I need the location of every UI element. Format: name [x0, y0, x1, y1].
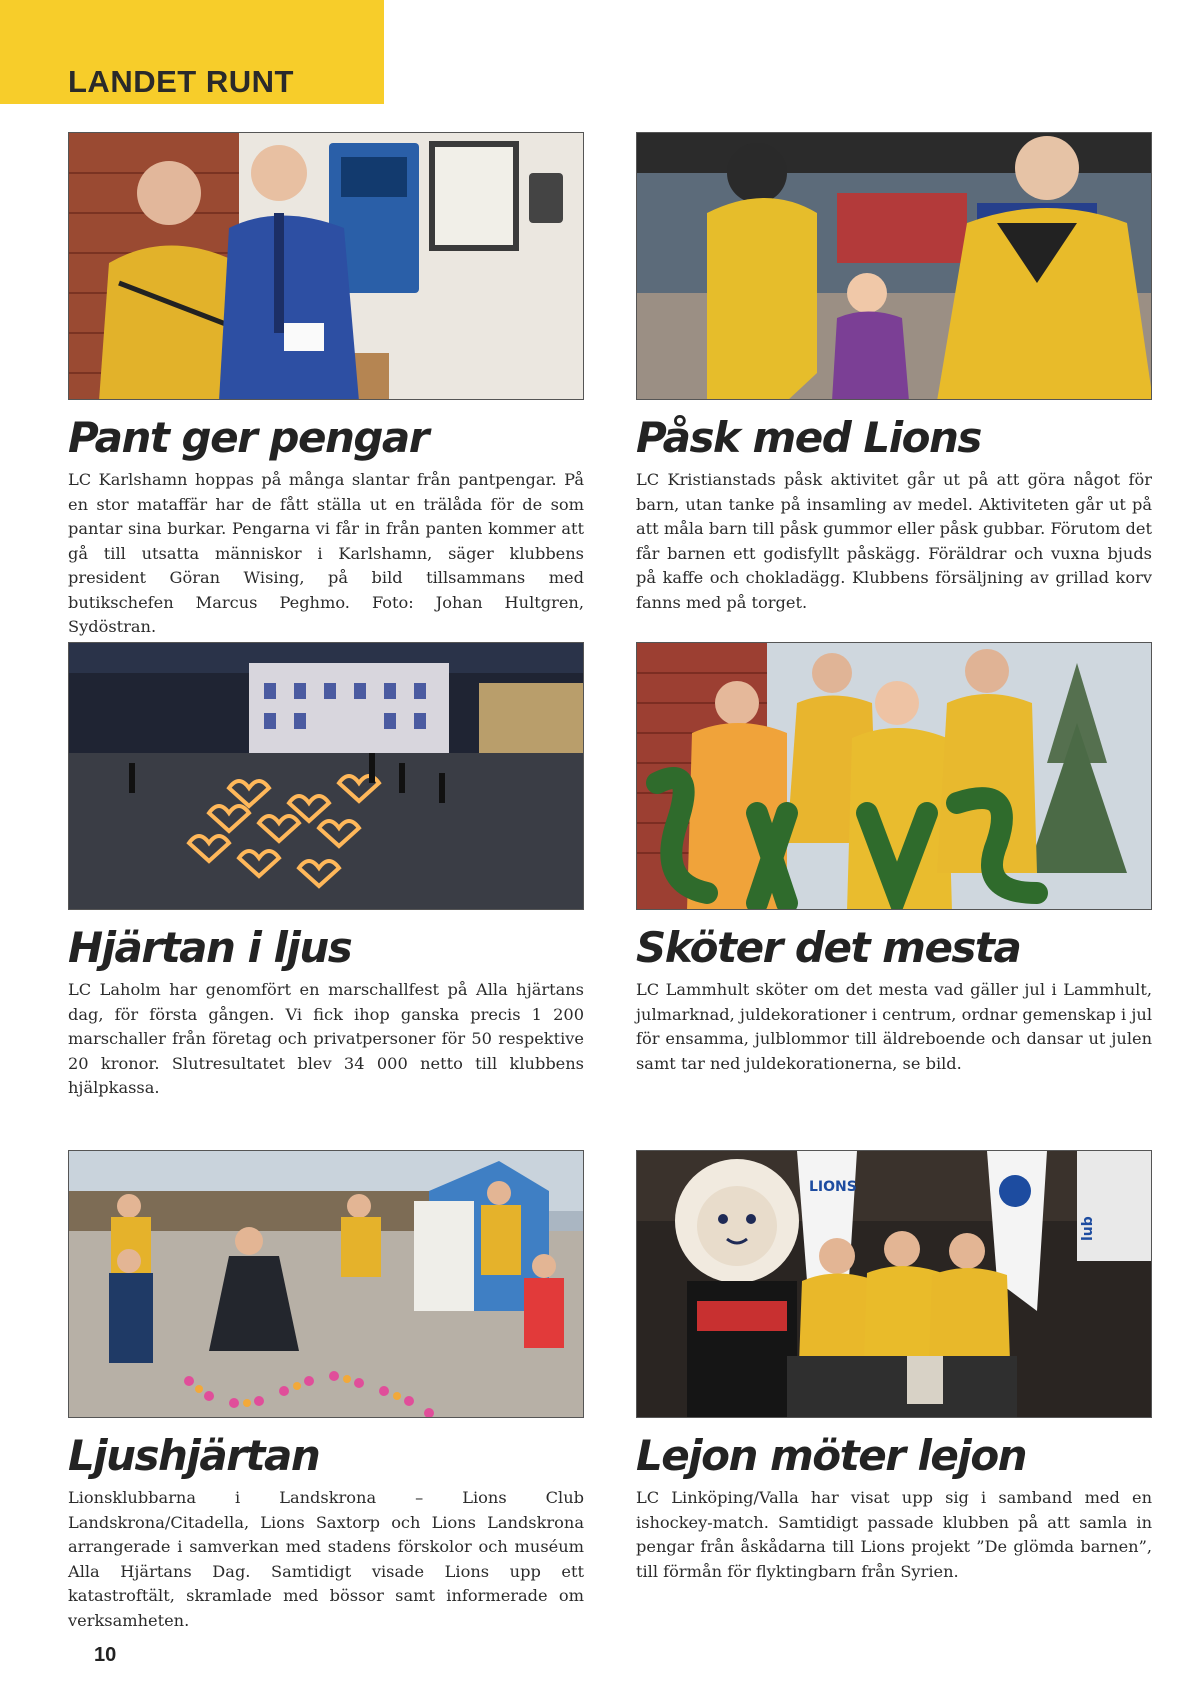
article-body: LC Karlshamn hoppas på många slantar från pantpengar. På en stor mataffär har de fått ställa ut en trälåda för de som pantar sina burkar. Pengarna vi får in från panten kommer att gå till utsatta människor i Karlshamn, säger klubbens president Göran Wising, på bild tillsammans med butikschefen Marcus Peghmo. Foto: Johan Hultgren, Sydöstran.: [68, 470, 584, 636]
article-title: Lejon möter lejon: [636, 1431, 1027, 1480]
photo-ljushjartan: [68, 1150, 584, 1418]
article-body: Lionsklubbarna i Landskrona – Lions Club Landskrona/Citadella, Lions Saxtorp och Lions Landskrona arrangerade i samverkan med stadens förskolor och muséum Alla Hjärtans Dag. Samtidigt visade Lions upp ett katastroftält, skramlade med bössor samt informerade om verksamheten.: [68, 1488, 584, 1630]
photo-skoter-det-mesta: [636, 642, 1152, 910]
article-title: Ljushjärtan: [68, 1431, 320, 1480]
article-body: LC Linköping/Valla har visat upp sig i samband med en ishockey-match. Samtidigt passade klubben på att samla in pengar från åskådarna till Lions projekt ”De glömda barnen”, till förmån för flyktingbarn från Syrien.: [636, 1488, 1152, 1581]
photo-pask-med-lions: [636, 132, 1152, 400]
section-header: [0, 0, 384, 104]
photo-hjartan-i-ljus: [68, 642, 584, 910]
article-ljushjartan: [68, 1150, 584, 1633]
article-hjartan-i-ljus: [68, 642, 584, 1101]
article-title: Hjärtan i ljus: [68, 923, 352, 972]
article-title: Sköter det mesta: [636, 923, 1021, 972]
section-title: LANDET RUNT: [68, 64, 294, 99]
article-pask-med-lions: [636, 132, 1152, 615]
article-skoter-det-mesta: [636, 642, 1152, 1076]
page-number: 10: [94, 1644, 117, 1666]
article-title: Påsk med Lions: [636, 413, 981, 462]
club-flag-text: lub: [1080, 1216, 1096, 1241]
article-lejon-moter-lejon: [636, 1150, 1152, 1584]
article-body: LC Lammhult sköter om det mesta vad gäller jul i Lammhult, julmarknad, juldekorationer i centrum, ordnar gemenskap i jul för ensamma, julblommor till äldreboende och dansar ut julen samt tar ned juldekorationerna, se bild.: [636, 980, 1152, 1073]
lions-banner-text: LIONS: [809, 1179, 857, 1195]
article-pant-ger-pengar: [68, 132, 584, 640]
photo-pant-ger-pengar: [68, 132, 584, 400]
article-body: LC Kristianstads påsk aktivitet går ut på att göra något för barn, utan tanke på insamling av medel. Aktiviteten går ut på att måla barn till påsk gummor eller påsk gubbar. Förutom det får barnen ett godisfyllt påskägg. Föräldrar och vuxna bjuds på kaffe och chokladägg. Klubbens försäljning av grillad korv fanns med på torget.: [636, 470, 1152, 612]
photo-lejon-moter-lejon: [636, 1150, 1152, 1418]
article-body: LC Laholm har genomfört en marschallfest på Alla hjärtans dag, för första gången. Vi fick ihop ganska precis 1 200 marschaller från företag och privatpersoner för 50 respektive 20 kronor. Slutresultatet blev 34 000 netto till klubbens hjälpkassa.: [68, 980, 584, 1097]
article-title: Pant ger pengar: [68, 413, 428, 462]
